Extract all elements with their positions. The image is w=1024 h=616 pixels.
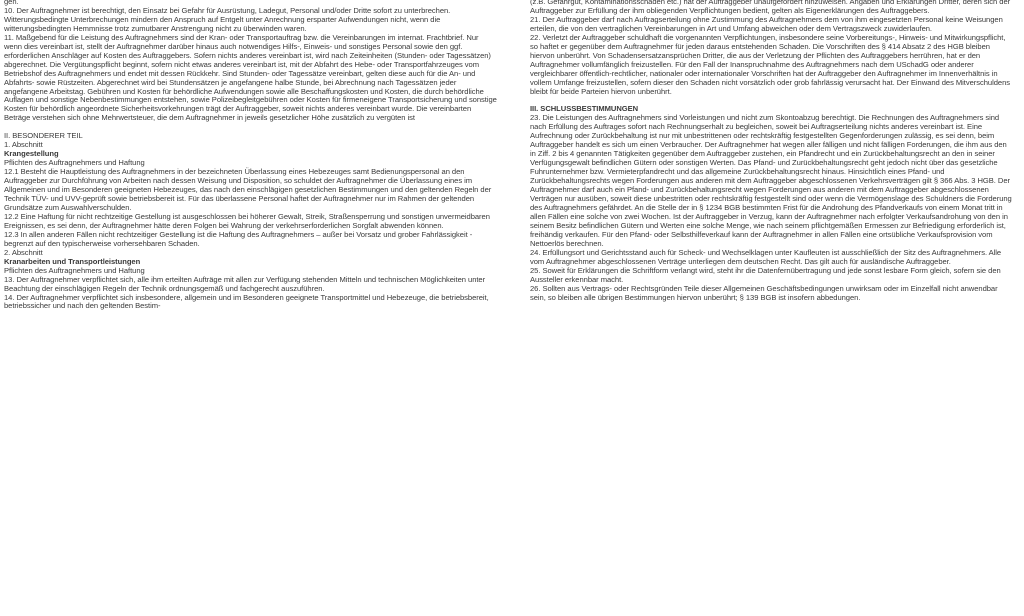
left-paragraph: 10. Der Auftragnehmer ist berechtigt, den Einsatz bei Gefahr für Ausrüstung, Ladegut, Personal und/oder Dritte sofort zu unterbrechen. Witterungsbedingte Unterbrechungen mindern den Anspruch auf Entgelt unter Anrechnung ersparter Aufwendungen nicht, wenn die witterungsbedingten Hemmnisse trotz zumutbarer Anstrengung nicht zu überwinden waren.: [4, 5, 451, 33]
left-paragraph: Pflichten des Auftragnehmers und Haftung: [4, 265, 145, 275]
left-paragraph: Kranarbeiten und Transportleistungen: [4, 256, 141, 266]
left-paragraph: 11. Maßgebend für die Leistung des Auftragnehmers sind der Kran- oder Transportauftrag bzw. die Vereinbarungen im internat. Frachtbrief. Nur wenn dies vereinbart ist, stellt der Auftragnehmer darüber hinaus auch notwendiges Hilfs-, Einweis- und sonstiges Personal sowie den ggf. erforderlichen Anschläger auf Kosten des Auftraggebers. Sofern nichts anderes vereinbart ist, wird nach Zeiteinheiten (Stunden- oder Tagessätzen) abgerechnet. Die Vergütungspflicht beginnt, sofern nicht etwas anderes vereinbart ist, mit der Abfahrt des Hebe- oder Transportfahrzeuges vom Betriebshof des Auftragnehmers und endet mit dessen Rückkehr. Sind Stunden- oder Tagessätze vereinbart, gelten diese auch für die An- und Abfahrts- sowie Rüstzeiten. Abgerechnet wird bei Stundensätzen je angefangene halbe Stunde, bei Abrechnung nach Tagessätzen jeder angefangene Arbeitstag. Gebühren und Kosten für behördliche Aufwendungen sowie alle Beschaffungskosten und Kosten, die durch behördliche Auflagen und sonstige Nebenbestimmungen entstehen, sowie Polizeibegleitgebühren oder Kosten für firmeneigene Transportsicherung und sonstige Kosten für behördlich angeordnete Sicherheitsvorkehrungen trägt der Auftraggeber, soweit nichts anderes vereinbart wurde. Die vereinbarten Beträge verstehen sich ohne Mehrwertsteuer, die dem Auftragnehmer in jeweils gesetzlicher Höhe zusätzlich zu vergüten ist: [4, 32, 497, 123]
left-paragraph: 1. Abschnitt: [4, 140, 43, 150]
right-paragraph: 24. Erfüllungsort und Gerichtsstand auch für Scheck- und Wechselklagen unter Kaufleuten ist ausschließlich der Sitz des Auftragnehmers. Alle vom Auftragnehmer abgeschlossenen Verträge unterliegen dem deutschen Recht. Das gilt auch für ausländische Auftraggeber.: [530, 247, 1002, 266]
right-paragraph: (z.B. Gefahrgut, Kontaminationsschäden etc.) hat der Auftraggeber unaufgefordert hinzuweisen. Angaben und Erklärungen Dritter, deren sich der Auftraggeber zur Erfüllung der ihm obliegenden Verpflichtungen bedient, gelten als Eigenerklärungen des Auftraggebers.: [530, 0, 1011, 15]
right-paragraph: 21. Der Auftraggeber darf nach Auftragserteilung ohne Zustimmung des Auftragnehmers dem von ihm eingesetzten Personal keine Weisungen erteilen, die von den vertraglichen Vereinbarungen in Art und Umfang abweichen oder dem Vertragszweck zuwiderlaufen.: [530, 14, 1003, 33]
left-paragraph: 12.3 In allen anderen Fällen nicht rechtzeitiger Gestellung ist die Haftung des Auftragnehmers – außer bei Vorsatz und grober Fahrlässigkeit - begrenzt auf den typischerweise vorhersehbaren Schaden.: [4, 229, 473, 248]
right-paragraph: III. SCHLUSSBESTIMMUNGEN: [530, 104, 639, 114]
left-paragraph: Krangestellung: [4, 149, 59, 159]
right-paragraph: 22. Verletzt der Auftraggeber schuldhaft die vorgenannten Verpflichtungen, insbesondere seine Vorbereitungs-, Hinweis- und Mitwirkungspflicht, so haftet er gegenüber dem Auftragnehmer für jeden daraus entstehenden Schaden. Die Vorschriften des § 414 Absatz 2 des HGB bleiben hiervon unberührt. Von Schadensersatzansprüchen Dritter, die aus der Verletzung der Pflichten des Auftraggebers herrühren, hat er den Auftragnehmer vollumfänglich freizustellen. Für den Fall der Inanspruchnahme des Auftragnehmers nach dem USchadG oder anderer vergleichbarer öffentlich-rechtlicher, nationaler oder internationaler Vorschriften hat der Auftraggeber den Auftragnehmer im Innenverhältnis in vollem Umfange freizustellen, sofern dieser den Schaden nicht vorsätzlich oder grob fahrlässig verursacht hat. Der Einwand des Mitverschuldens bleibt für beide Parteien hiervon unberührt.: [530, 32, 1010, 96]
right-paragraph: 23. Die Leistungen des Auftragnehmers sind Vorleistungen und nicht zum Skontoabzug berechtigt. Die Rechnungen des Auftragnehmers sind nach Erfüllung des Auftrages sofort nach Rechnungserhalt zu begleichen, soweit bei Auftragserteilung nichts anderes vereinbart ist. Eine Aufrechnung oder Zurückbehaltung ist nur mit unbestrittenen oder rechtskräftig festgestellten Gegenforderungen zulässig, es sei denn, beim Auftraggeber handelt es sich um einen Verbraucher. Der Auftragnehmer hat wegen aller fälligen und nicht fälligen Forderungen, die ihm aus den in Ziff. 2 bis 4 genannten Tätigkeiten gegenüber dem Auftraggeber zustehen, ein Pfandrecht und ein Zurückbehaltungsrecht an den in seiner Verfügungsgewalt befindlichen Gütern oder sonstigen Werten. Das Pfand- und Zurückbehaltungsrecht geht jedoch nicht über das gesetzliche Fuhrunternehmer bzw. Vermieterpfandrecht und das allgemeine Zurückbehaltungsrecht hinaus. Hinsichtlich eines Pfand- und Zurückbehaltungsrechts wegen Forderungen aus anderen mit dem Auftraggeber abgeschlossenen Verkehrsverträgen gilt § 366 Abs. 3 HGB. Der Auftragnehmer darf auch ein Pfand- und Zurückbehaltungsrecht wegen Forderungen aus anderen mit dem Auftraggeber abgeschlossenen Verträgen nur ausüben, soweit diese unbestritten oder rechtskräftig festgestellt sind oder wenn die Vermögenslage des Schuldners die Forderung des Auftragnehmers gefährdet. An die Stelle der in § 1234 BGB bestimmten Frist für die Androhung des Pfandverkaufs von einem Monat tritt in allen Fällen eine solche von zwei Wochen. Ist der Auftraggeber in Verzug, kann der Auftragnehmer nach erfolgter Verkaufsandrohung von den in seinem Besitz befindlichen Gütern und Werten eine solche Menge, wie nach seinem pflichtgemäßen Ermessen zur Befriedigung erforderlich ist, freihändig verkaufen. Für den Pfand- oder Selbsthilfeverkauf kann der Auftragnehmer in allen Fällen eine ortsübliche Verkaufsprovision vom Nettoerlös berechnen.: [530, 113, 1012, 248]
left-paragraph: 2. Abschnitt: [4, 247, 43, 257]
left-paragraph: gen.: [4, 0, 19, 6]
left-paragraph: Pflichten des Auftragnehmers und Haftung: [4, 158, 145, 168]
left-paragraph: 13. Der Auftragnehmer verpflichtet sich, alle ihm erteilten Aufträge mit allen zur Verfügung stehenden Mitteln und technischen Möglichkeiten unter Beachtung der einschlägigen Regeln der Technik ordnungsgemäß und fachgerecht auszuführen.: [4, 274, 486, 293]
left-paragraph: 14. Der Auftragnehmer verpflichtet sich insbesondere, allgemein und im Besonderen geeignete Transportmittel und Hebezeuge, die betriebsbereit, betriebssicher und nach den geltenden Bestim-: [4, 292, 489, 311]
right-paragraph: 26. Sollten aus Vertrags- oder Rechtsgründen Teile dieser Allgemeinen Geschäftsbedingungen unwirksam oder im Einzelfall nicht anwendbar sein, so bleiben alle übrigen Bestimmungen hiervon unberührt; § 139 BGB ist insofern abbedungen.: [530, 283, 998, 302]
right-paragraph: 25. Soweit für Erklärungen die Schriftform verlangt wird, steht ihr die Datenfernübertragung und jede sonst lesbare Form gleich, sofern sie den Aussteller erkennbar macht.: [530, 265, 1001, 284]
left-paragraph: II. BESONDERER TEIL: [4, 131, 83, 141]
left-column: [4, 0, 498, 616]
left-paragraph: 12.1 Besteht die Hauptleistung des Auftragnehmers in der bezeichneten Überlassung eines Hebezeuges samt Bedienungspersonal an den Auftraggeber zur Durchführung von Arbeiten nach dessen Weisung und Disposition, so schuldet der Auftragnehmer die Überlassung eines im Allgemeinen und im Besonderen geeigneten Hebezeuges, das nach den einschlägigen gesetzlichen Bestimmungen und den geltenden Regeln der Technik TÜV- und UVV-geprüft sowie betriebsbereit ist. Für das überlassene Personal haftet der Auftragnehmer nur im Rahmen der geltenden Grundsätze zum Auswahlverschulden.: [4, 167, 492, 212]
left-paragraph: 12.2 Eine Haftung für nicht rechtzeitige Gestellung ist ausgeschlossen bei höherer Gewalt, Streik, Straßensperrung und sonstigen unvermeidbaren Ereignissen, es sei denn, der Auftragnehmer hätte deren Folgen bei Wahrung der verkehrserforderlichen Sorgfalt abwenden können.: [4, 211, 490, 230]
right-column: [530, 0, 1014, 616]
